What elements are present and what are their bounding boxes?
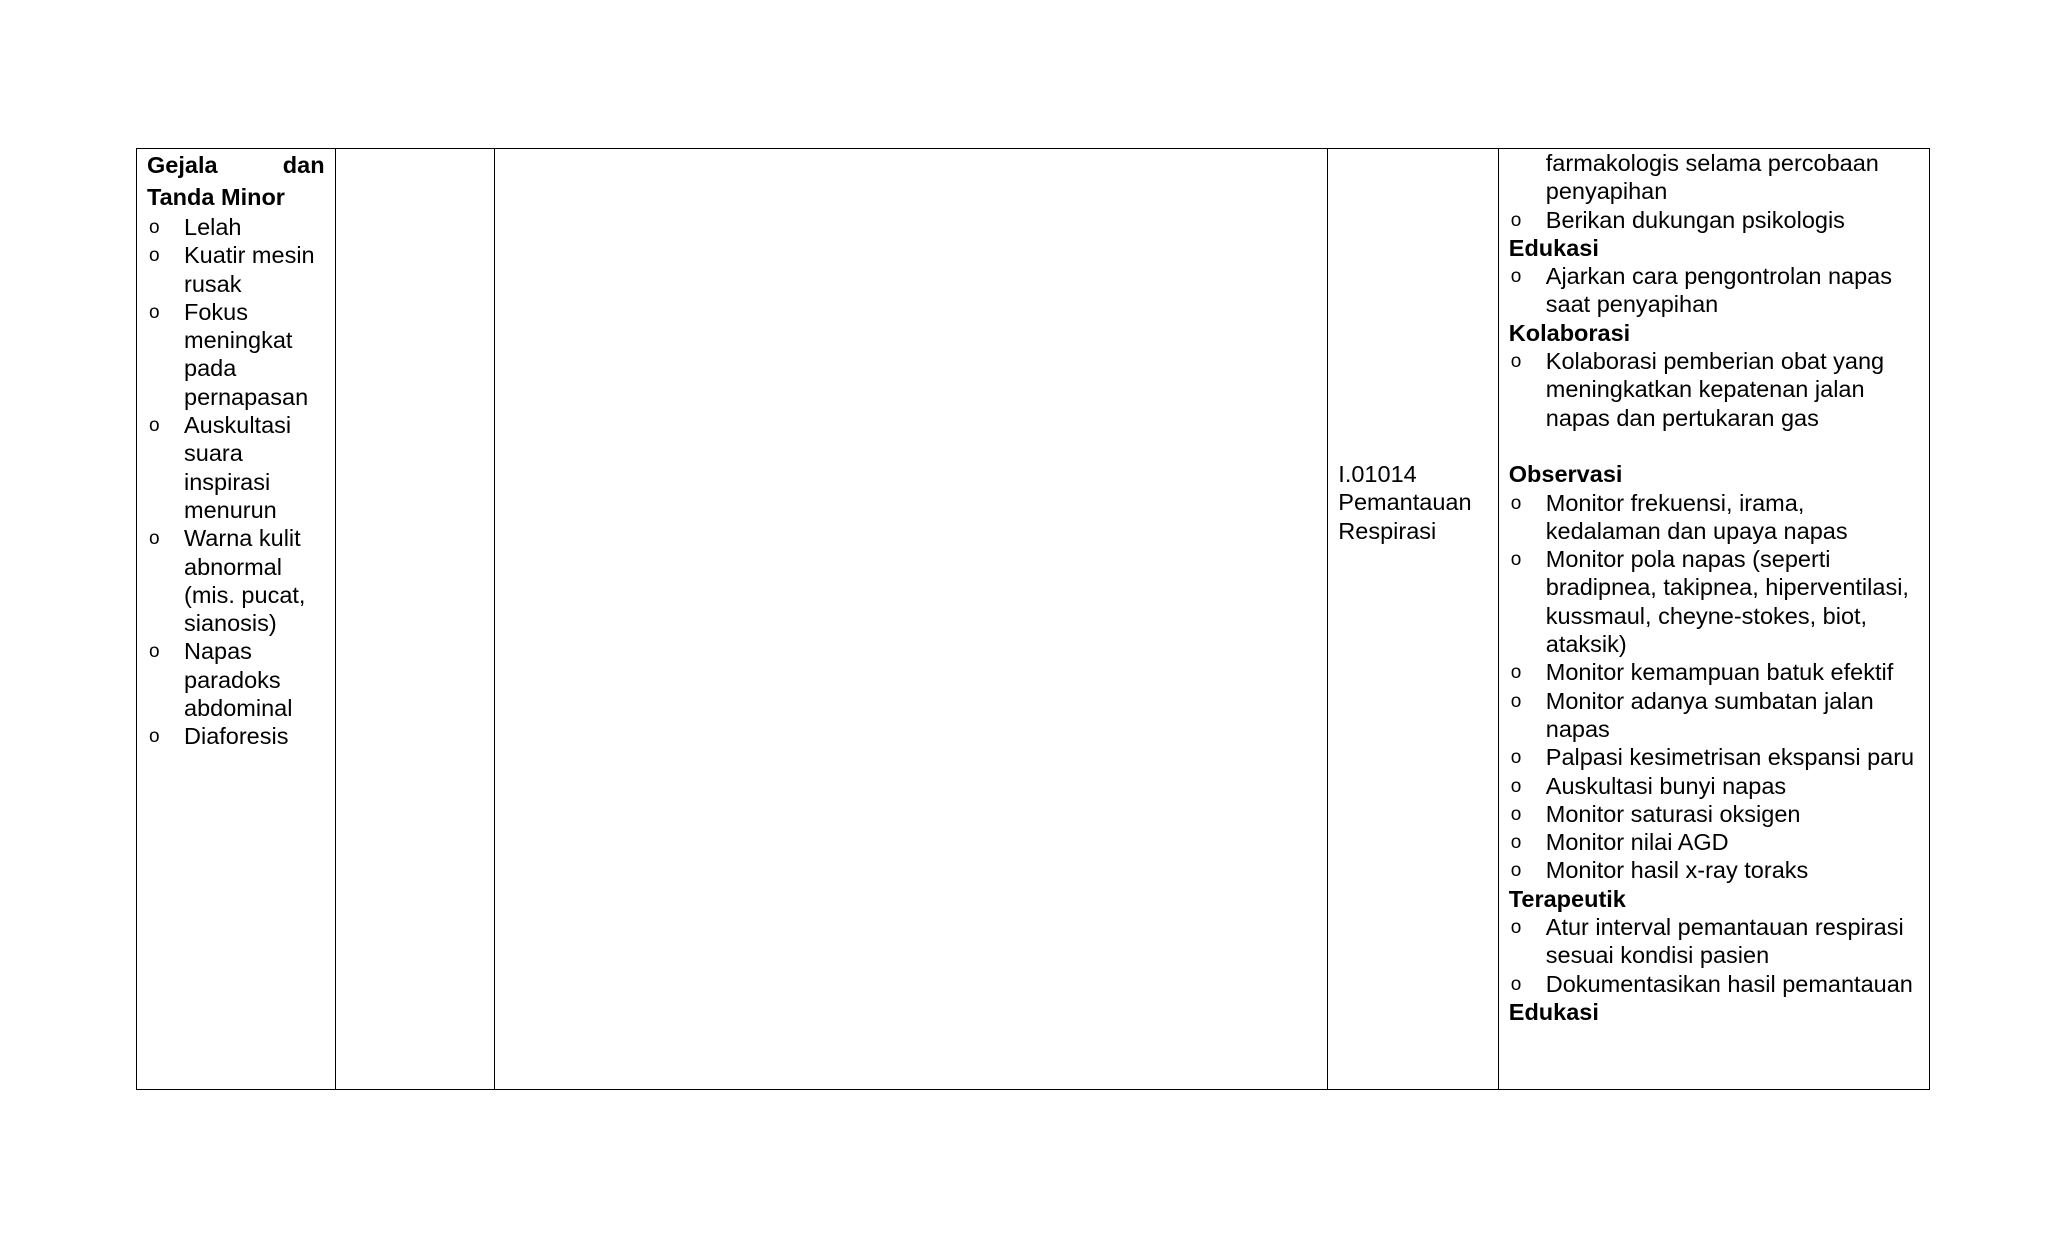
bullet-icon: o — [1510, 832, 1522, 854]
symptoms-heading-line2: Tanda Minor — [147, 184, 285, 210]
list-item: o Kolaborasi pemberian obat yang meningkatkan kepatenan jalan napas dan pertukaran gas — [1510, 348, 1885, 431]
list-item: o Berikan dukungan psikologis — [1509, 206, 1919, 234]
therapeutic-list-continued — [1509, 206, 1919, 234]
list-item: o Lelah — [147, 213, 325, 241]
list-item: o Monitor saturasi oksigen — [1509, 800, 1919, 828]
bullet-icon: o — [1510, 662, 1522, 684]
bullet-icon: o — [1510, 209, 1522, 231]
empty-cell-3 — [494, 149, 1327, 1090]
symptoms-cell — [137, 149, 336, 1090]
list-item: o Palpasi kesimetrisan ekspansi paru — [1509, 743, 1919, 771]
bullet-icon: o — [1510, 351, 1522, 373]
list-item: o Monitor adanya sumbatan jalan napas — [1510, 687, 1874, 742]
bullet-icon: o — [1510, 973, 1522, 995]
terapeutik-list — [1509, 913, 1919, 998]
list-item: o Auskultasi bunyi napas — [1509, 772, 1919, 800]
intervention-name-line1: Pemantauan — [1338, 489, 1472, 516]
bullet-icon: o — [149, 528, 160, 550]
list-item: o Monitor pola napas (seperti bradipnea, takipnea, hiperventilasi, kussmaul, cheyne-stokes, biot, ataksik) — [1510, 546, 1909, 658]
table-row — [137, 149, 1930, 1090]
bullet-icon: o — [149, 245, 160, 267]
list-item: o Auskultasi suara inspirasi menurun — [149, 412, 292, 523]
bullet-icon: o — [149, 217, 160, 238]
intervention-code-cell — [1328, 149, 1498, 1090]
section-heading-kolaborasi: Kolaborasi — [1508, 319, 1631, 346]
list-item: o Napas paradoks abdominal — [149, 638, 293, 722]
bullet-icon: o — [1510, 549, 1522, 571]
list-item: o Diaforesis — [147, 722, 325, 750]
edukasi-list — [1509, 262, 1919, 319]
intervention-code-block — [1338, 460, 1471, 545]
section-heading-edukasi: Edukasi — [1508, 234, 1599, 261]
list-item: o Warna kulit abnormal (mis. pucat, sianosis) — [149, 525, 306, 637]
list-item: o Dokumentasikan hasil pemantauan — [1509, 970, 1919, 998]
continued-text: farmakologis selama percobaan penyapihan — [1545, 150, 1879, 205]
empty-cell-2 — [335, 149, 494, 1090]
list-item: o Ajarkan cara pengontrolan napas saat penyapihan — [1510, 263, 1892, 318]
heading-word-gejala: Gejala — [147, 152, 218, 178]
bullet-icon: o — [1510, 492, 1522, 514]
list-item: o Monitor nilai AGD — [1509, 828, 1919, 856]
list-item: o Fokus meningkat pada pernapasan — [149, 298, 309, 410]
bullet-icon: o — [1510, 860, 1522, 882]
spacer — [1509, 432, 1919, 460]
bullet-icon: o — [1510, 775, 1522, 797]
bullet-icon: o — [149, 301, 160, 323]
list-item: o Monitor frekuensi, irama, kedalaman dan upaya napas — [1510, 489, 1848, 544]
bullet-icon: o — [149, 641, 160, 663]
bullet-icon: o — [1510, 917, 1522, 939]
intervention-name-line2: Respirasi — [1338, 517, 1437, 544]
section-heading-terapeutik: Terapeutik — [1508, 885, 1626, 912]
bullet-icon: o — [1510, 747, 1522, 769]
symptoms-list — [147, 213, 325, 751]
list-item: o Monitor kemampuan batuk efektif — [1509, 658, 1919, 686]
bullet-icon: o — [1510, 266, 1522, 288]
heading-word-dan: dan — [282, 152, 325, 178]
intervention-details-cell — [1498, 149, 1929, 1090]
list-item: o Atur interval pemantauan respirasi sesuai kondisi pasien — [1510, 914, 1904, 969]
observasi-list — [1509, 489, 1919, 885]
bullet-icon: o — [1510, 690, 1522, 712]
section-heading-observasi: Observasi — [1508, 461, 1623, 488]
bullet-icon: o — [149, 726, 160, 748]
list-item: o Kuatir mesin rusak — [149, 242, 315, 297]
list-item: o Monitor hasil x-ray toraks — [1509, 856, 1919, 884]
nursing-care-table — [136, 148, 1930, 1090]
bullet-icon: o — [1510, 803, 1522, 825]
section-heading-edukasi-2: Edukasi — [1508, 998, 1599, 1025]
kolaborasi-list — [1509, 347, 1919, 432]
intervention-code: I.01014 — [1338, 461, 1417, 487]
bullet-icon: o — [149, 415, 160, 437]
symptoms-heading — [147, 149, 325, 181]
